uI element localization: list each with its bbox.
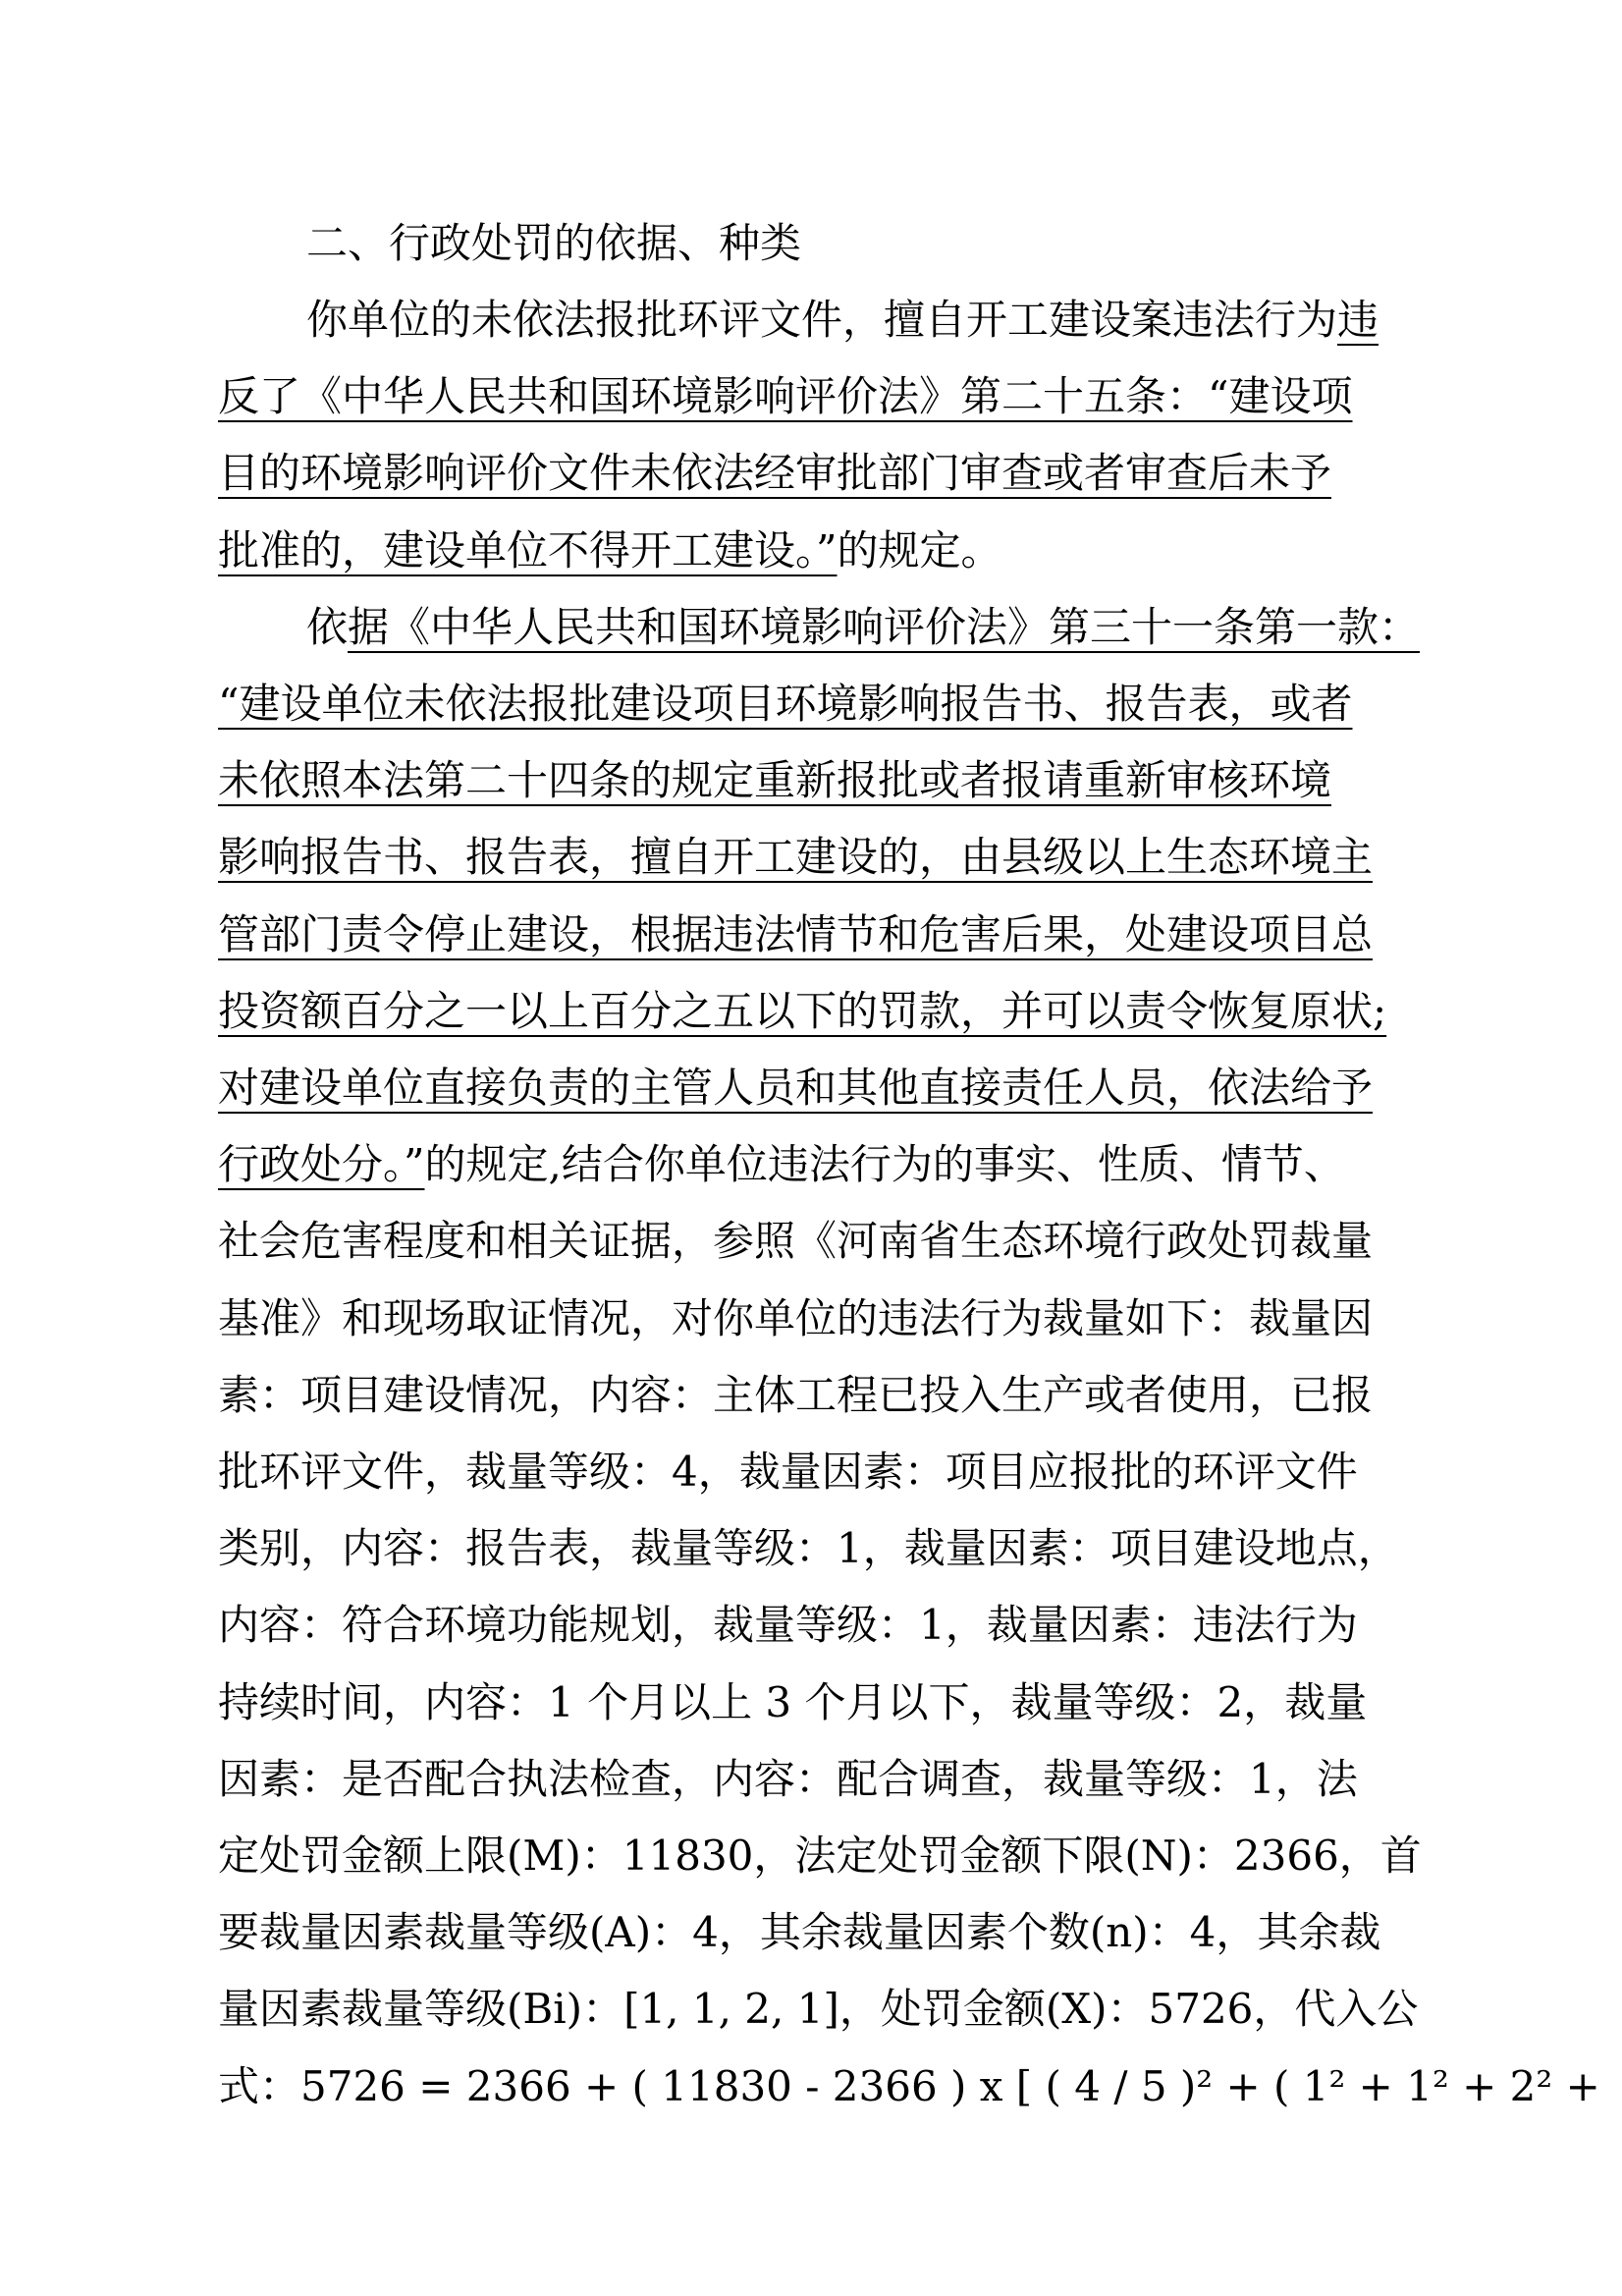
underlined-text-run: 据《中华人民共和国环境影响评价法》第三十一条第一款： bbox=[348, 603, 1421, 651]
underlined-text-run: 未依照本法第二十四条的规定重新报批或者报请重新审核环境 bbox=[218, 756, 1332, 804]
underlined-text-run: 行政处分。” bbox=[218, 1140, 425, 1188]
underlined-text-run: 对建设单位直接负责的主管人员和其他直接责任人员，依法给予 bbox=[218, 1064, 1374, 1112]
paragraph-2-line bbox=[218, 1510, 1445, 1587]
text-run: 类别，内容：报告表，裁量等级：1，裁量因素：项目建设地点， bbox=[218, 1524, 1399, 1572]
underlined-text-run: 违 bbox=[1337, 296, 1379, 344]
text-run: 式：5726 = 2366 + ( 11830 - 2366 ) x [ ( 4 / 5 )² + ( 1² + 1² + 2² + bbox=[218, 2062, 1600, 2110]
text-run: 依 bbox=[306, 603, 349, 651]
underlined-text-run: 管部门责令停止建设，根据违法情节和危害后果，处建设项目总 bbox=[218, 910, 1374, 958]
paragraph-2-line bbox=[218, 1126, 1445, 1203]
paragraph-2-line bbox=[218, 742, 1445, 819]
underlined-text-run: 投资额百分之一以上百分之五以下的罚款，并可以责令恢复原状; bbox=[218, 987, 1387, 1035]
text-run: 基准》和现场取证情况，对你单位的违法行为裁量如下：裁量因 bbox=[218, 1294, 1374, 1342]
text-run: 的规定,结合你单位违法行为的事实、性质、情节、 bbox=[424, 1140, 1345, 1188]
paragraph-2-line bbox=[218, 1281, 1445, 1357]
paragraph-2-line bbox=[218, 1894, 1445, 1971]
paragraph-2-line bbox=[218, 1665, 1445, 1741]
text-run: 你单位的未依法报批环评文件，擅自开工建设案违法行为 bbox=[306, 296, 1338, 344]
paragraph-2-line bbox=[218, 1203, 1445, 1280]
paragraph-1-line bbox=[218, 513, 1445, 589]
paragraph-2-line bbox=[218, 1357, 1445, 1434]
paragraph-2-line bbox=[218, 819, 1445, 896]
text-run: 持续时间，内容：1 个月以上 3 个月以下，裁量等级：2，裁量 bbox=[218, 1678, 1368, 1726]
underlined-text-run: “建设单位未依法报批建设项目环境影响报告书、报告表，或者 bbox=[218, 680, 1353, 728]
paragraph-1-line bbox=[218, 435, 1445, 512]
section-heading: 二、行政处罚的依据、种类 bbox=[306, 219, 802, 267]
paragraph-2-line bbox=[218, 1971, 1445, 2048]
paragraph-2-line bbox=[218, 1587, 1445, 1664]
paragraph-2-line bbox=[218, 1741, 1445, 1818]
paragraph-1-line bbox=[306, 282, 1534, 358]
paragraph-2-line bbox=[218, 666, 1445, 742]
text-run: 定处罚金额上限(M)：11830，法定处罚金额下限(N)：2366，首 bbox=[218, 1831, 1422, 1880]
underlined-text-run: 批准的，建设单位不得开工建设。” bbox=[218, 526, 838, 574]
paragraph-2-line bbox=[306, 589, 1534, 666]
paragraph-1-line bbox=[218, 358, 1445, 435]
paragraph-2-line bbox=[218, 897, 1445, 973]
text-run: 内容：符合环境功能规划，裁量等级：1，裁量因素：违法行为 bbox=[218, 1601, 1358, 1649]
text-run: 批环评文件，裁量等级：4，裁量因素：项目应报批的环评文件 bbox=[218, 1448, 1358, 1496]
paragraph-2-line bbox=[218, 973, 1445, 1050]
underlined-text-run: 影响报告书、报告表，擅自开工建设的，由县级以上生态环境主 bbox=[218, 833, 1374, 881]
text-run: 量因素裁量等级(Bi)：[1, 1, 2, 1]，处罚金额(X)：5726，代入公 bbox=[218, 1985, 1419, 2033]
text-run: 的规定。 bbox=[837, 526, 1002, 574]
paragraph-2-line bbox=[218, 1434, 1445, 1510]
underlined-text-run: 目的环境影响评价文件未依法经审批部门审查或者审查后未予 bbox=[218, 449, 1332, 497]
paragraph-2-line bbox=[218, 2049, 1600, 2125]
text-run: 因素：是否配合执法检查，内容：配合调查，裁量等级：1，法 bbox=[218, 1755, 1358, 1803]
text-run: 要裁量因素裁量等级(A)：4，其余裁量因素个数(n)：4，其余裁 bbox=[218, 1908, 1381, 1956]
paragraph-2-line bbox=[218, 1818, 1445, 1894]
text-run: 社会危害程度和相关证据，参照《河南省生态环境行政处罚裁量 bbox=[218, 1217, 1374, 1265]
paragraph-2-line bbox=[218, 1050, 1445, 1126]
text-run: 素：项目建设情况，内容：主体工程已投入生产或者使用，已报 bbox=[218, 1371, 1374, 1419]
underlined-text-run: 反了《中华人民共和国环境影响评价法》第二十五条：“建设项 bbox=[218, 372, 1353, 420]
